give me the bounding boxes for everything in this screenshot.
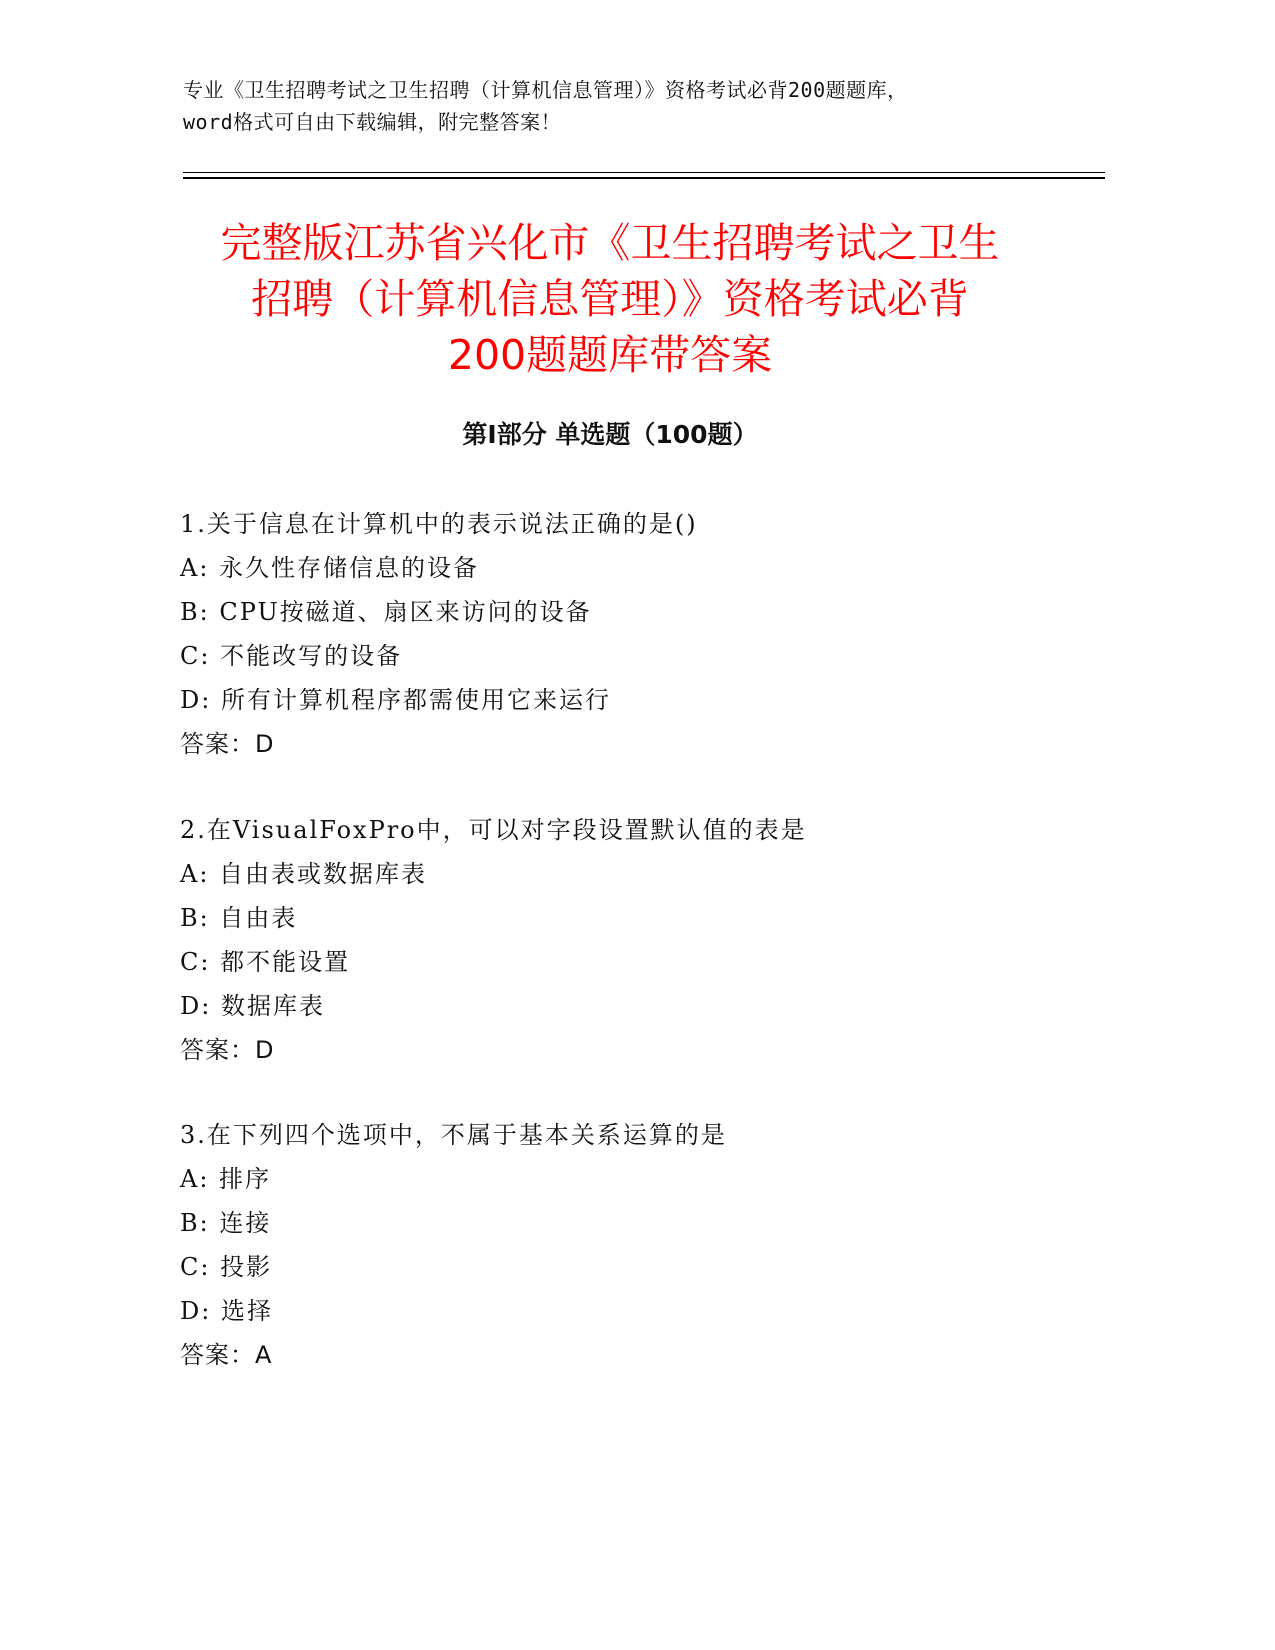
document-title-line-2: 招聘（计算机信息管理）》资格考试必背 xyxy=(251,275,969,323)
option-b: B: 连接 xyxy=(180,1209,272,1237)
option-a: A: 排序 xyxy=(180,1165,272,1193)
document-title xyxy=(150,215,1070,383)
option-b: B: 自由表 xyxy=(180,904,298,932)
option-a: A: 自由表或数据库表 xyxy=(180,860,428,888)
header-divider-thin xyxy=(183,172,1105,173)
header-note-line-1: 专业《卫生招聘考试之卫生招聘（计算机信息管理）》资格考试必背200题题库， xyxy=(183,78,908,102)
document-title-line-3: 200题题库带答案 xyxy=(447,331,773,379)
question-stem: 1.关于信息在计算机中的表示说法正确的是() xyxy=(180,510,698,538)
answer-label: 答案：D xyxy=(180,730,275,758)
option-c: C: 不能改写的设备 xyxy=(180,642,403,670)
question-stem: 3.在下列四个选项中，不属于基本关系运算的是 xyxy=(180,1121,727,1149)
answer-label: 答案：D xyxy=(180,1036,275,1064)
option-b: B: CPU按磁道、扇区来访问的设备 xyxy=(180,598,592,626)
question-1 xyxy=(180,502,1080,766)
question-2 xyxy=(180,808,1080,1072)
option-c: C: 投影 xyxy=(180,1253,273,1281)
section-heading: 第I部分 单选题（100题） xyxy=(462,420,758,449)
option-a: A: 永久性存储信息的设备 xyxy=(180,554,480,582)
option-d: D: 数据库表 xyxy=(180,992,325,1020)
option-d: D: 选择 xyxy=(180,1297,273,1325)
header-divider-thick xyxy=(183,177,1105,179)
question-3 xyxy=(180,1113,1080,1377)
header-note xyxy=(183,74,1083,138)
option-c: C: 都不能设置 xyxy=(180,948,351,976)
answer-label: 答案：A xyxy=(180,1341,273,1369)
header-note-line-2: word格式可自由下载编辑，附完整答案！ xyxy=(183,110,562,134)
option-d: D: 所有计算机程序都需使用它来运行 xyxy=(180,686,611,714)
document-title-line-1: 完整版江苏省兴化市《卫生招聘考试之卫生 xyxy=(220,219,1000,267)
question-stem: 2.在VisualFoxPro中，可以对字段设置默认值的表是 xyxy=(180,816,807,844)
